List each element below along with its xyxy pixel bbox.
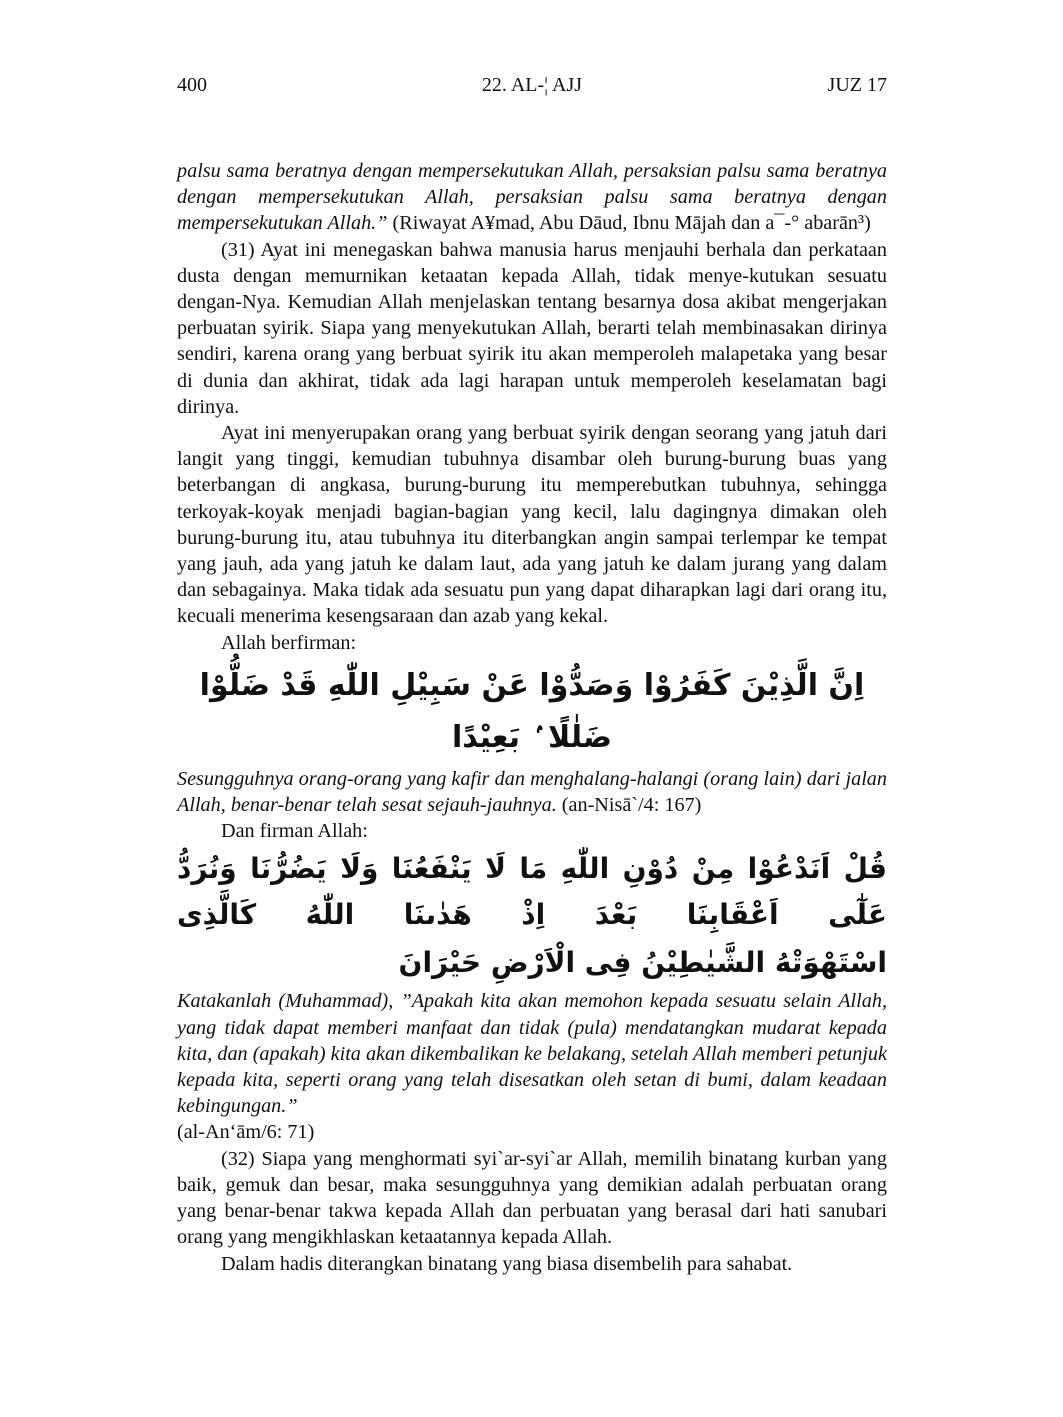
paragraph-verse-32: (32) Siapa yang menghormati syi`ar-syi`ar Allah, memilih binatang kurban yang baik, gemuk dan besar, maka sesungguhnya yang demikian adalah perbuatan orang yang benar-benar takwa kepada Allah dan perbuatan yang berasal dari hati sanubari orang yang mengikhlaskan ketaatannya kepada Allah. [177,1147,887,1249]
juz-label: JUZ 17 [827,74,887,96]
arabic-verse-an-nisa: اِنَّ الَّذِيْنَ كَفَرُوْا وَصَدُّوْا عَنْ سَبِيْلِ اللّٰهِ قَدْ ضَلُّوْا ضَلٰلًا ۢ بَعِيْدًا [199,667,865,755]
translation-text: Sesungguhnya orang-orang yang kafir dan menghalang-halangi (orang lain) dari jalan Allah, benar-benar telah sesat sejauh-jauhnya. [177,767,887,817]
translation-an-nisa [177,766,887,818]
arabic-verse-al-anam-line-2: اسْتَهْوَتْهُ الشَّيٰطِيْنُ فِى الْاَرْضِ حَيْرَانَ [398,946,887,980]
verse-reference: (an-Nisā`/4: 167) [556,794,702,817]
hadith-source: (Riwayat A¥mad, Abu Dāud, Ibnu Mājah dan a¯-° abarān³) [387,212,871,235]
page-header [177,74,887,102]
intro-dan-firman-allah: Dan firman Allah: [221,820,368,843]
chapter-title: 22. AL-¦ AJJ [481,74,583,96]
paragraph-hadith-intro: Dalam hadis diterangkan binatang yang biasa disembelih para sahabat. [221,1252,793,1275]
paragraph-verse-31: (31) Ayat ini menegaskan bahwa manusia harus menjauhi berhala dan perkataan dusta dengan memurnikan ketaatan kepada Allah, tidak menye-kutukan sesuatu dengan-Nya. Kemudian Allah menjelaskan tentang besarnya dosa akibat mengerjakan perbuatan syirik. Siapa yang menyekutukan Allah, berarti telah membinasakan dirinya sendiri, karena orang yang berbuat syirik itu akan memperoleh malapetaka yang besar di dunia dan akhirat, tidak ada lagi harapan untuk memperoleh keselamatan bagi dirinya. [177,238,887,418]
arabic-verse-al-anam-line-1: قُلْ اَنَدْعُوْا مِنْ دُوْنِ اللّٰهِ مَا لَا يَنْفَعُنَا وَلَا يَضُرُّنَا وَنُرَدُّ عَلٰٓى اَعْقَابِنَا بَعْدَ اِذْ هَدٰىنَا اللّٰهُ كَالَّذِى [177,852,887,932]
hadith-continuation [177,158,887,237]
intro-allah-berfirman: Allah berfirman: [221,631,357,654]
translation-al-anam: Katakanlah (Muhammad), ”Apakah kita akan memohon kepada sesuatu selain Allah, yang tidak dapat memberi manfaat dan tidak (pula) mendatangkan mudarat kepada kita, dan (apakah) kita akan dikembalikan ke belakang, setelah Allah memberi petunjuk kepada kita, seperti orang yang telah disesatkan oleh setan di bumi, dalam keadaan kebingungan.” [177,990,887,1118]
paragraph-analogy: Ayat ini menyerupakan orang yang berbuat syirik dengan seorang yang jatuh dari langit yang tinggi, kemudian tubuhnya disambar oleh burung-burung buas yang beterbangan di angkasa, burung-burung itu memperebutkan tubuhnya, sehingga terkoyak-koyak menjadi bagian-bagian yang kecil, lalu dagingnya dimakan oleh burung-burung itu, atau tubuhnya itu diterbangkan angin sampai terlempar ke tempat yang jauh, ada yang jatuh ke dalam laut, ada yang jatuh ke dalam jurang yang dalam dan sebagainya. Maka tidak ada sesuatu pun yang dapat diharapkan lagi dari orang itu, kecuali menerima kesengsaraan dan azab yang kekal. [177,422,887,628]
hadith-quote: palsu sama beratnya dengan mempersekutukan Allah, persaksian palsu sama beratnya dengan mempersekutukan Allah, persaksian palsu sama beratnya dengan mempersekutukan Allah.” [177,160,887,235]
page-number: 400 [177,74,207,96]
verse-reference-al-anam: (al-An‘ām/6: 71) [177,1121,315,1144]
page-body [177,158,887,1277]
